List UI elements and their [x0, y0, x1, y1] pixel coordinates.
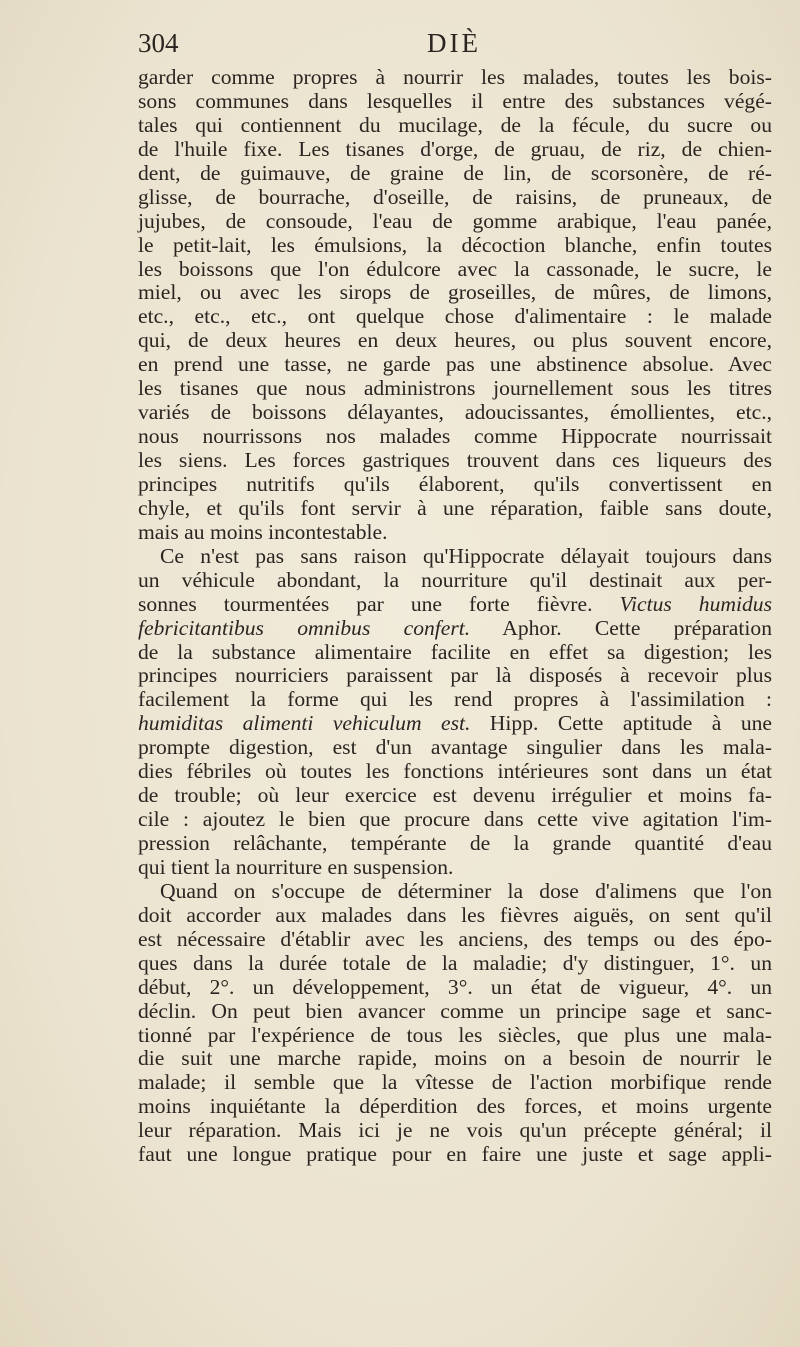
- text-run: moins inquiétante la déperdition des forces, et moins urgente: [138, 1094, 772, 1119]
- text-run: doit accorder aux malades dans les fièvres aiguës, on sent qu'il: [138, 902, 772, 927]
- text-run: pression relâchante, tempérante de la grande quantité d'eau: [138, 831, 772, 855]
- latin-quotation: febricitantibus omnibus confert.: [138, 615, 471, 640]
- text-line: [138, 425, 772, 449]
- page-header: [138, 28, 770, 64]
- text-run: les tisanes que nous administrons journellement sous les titres: [138, 376, 772, 401]
- text-run: facilement la forme qui les rend propres à l'assimilation :: [138, 687, 772, 712]
- text-run: miel, ou avec les sirops de groseilles, de mûres, de limons,: [138, 280, 772, 305]
- text-line: [138, 1095, 772, 1119]
- text-run: un véhicule abondant, la nourriture qu'il destinait aux per-: [138, 567, 772, 592]
- text-line: [138, 377, 772, 401]
- text-line: [138, 162, 772, 186]
- text-run: Ce n'est pas sans raison qu'Hippocrate délayait toujours dans: [160, 543, 772, 568]
- text-run: qui, de deux heures en deux heures, ou plus souvent encore,: [138, 328, 772, 353]
- text-run: ques dans la durée totale de la maladie; d'y distinguer, 1°. un: [138, 950, 772, 975]
- text-run: début, 2°. un développement, 3°. un état de vigueur, 4°. un: [138, 974, 772, 999]
- text-line: [138, 641, 772, 665]
- text-run: est nécessaire d'établir avec les anciens, des temps ou des épo-: [138, 926, 772, 951]
- text-run: variés de boissons délayantes, adoucissantes, émollientes, etc.,: [138, 400, 772, 425]
- text-run: jujubes, de consoude, l'eau de gomme arabique, l'eau panée,: [138, 208, 772, 233]
- text-run: Aphor. Cette préparation: [470, 615, 772, 640]
- text-line: [138, 353, 772, 377]
- text-line: [138, 904, 772, 928]
- body-text: [138, 66, 772, 1167]
- text-run: die suit une marche rapide, moins on a besoin de nourrir le: [138, 1046, 772, 1071]
- text-line: [138, 952, 772, 976]
- text-run: de la substance alimentaire facilite en effet sa digestion; les: [138, 639, 772, 664]
- text-line: [138, 521, 772, 545]
- text-run: Quand on s'occupe de déterminer la dose d'alimens que l'on: [160, 878, 772, 903]
- text-run: qui tient la nourriture en suspension.: [138, 854, 454, 879]
- text-line: [138, 569, 772, 593]
- text-line: [138, 66, 772, 90]
- text-line: [138, 856, 772, 880]
- running-head: DIÈ: [427, 28, 481, 58]
- text-line: [138, 258, 772, 282]
- text-run: glisse, de bourrache, d'oseille, de raisins, de pruneaux, de: [138, 184, 772, 209]
- text-line: [138, 1071, 772, 1095]
- text-line: [138, 305, 772, 329]
- text-line: [138, 808, 772, 832]
- text-line: [138, 1143, 772, 1167]
- text-run: dent, de guimauve, de graine de lin, de scorsonère, de ré-: [138, 160, 772, 185]
- text-run: les siens. Les forces gastriques trouvent dans ces liqueurs des: [138, 448, 772, 472]
- text-run: etc., etc., etc., ont quelque chose d'alimentaire : le malade: [138, 304, 772, 329]
- text-line: [138, 473, 772, 497]
- text-line: [138, 210, 772, 234]
- text-line: [138, 664, 772, 688]
- text-line: [138, 186, 772, 210]
- text-line: [138, 545, 772, 569]
- text-run: malade; il semble que la vîtesse de l'action morbifique rende: [138, 1070, 772, 1095]
- text-run: sonnes tourmentées par une forte fièvre.: [138, 591, 620, 616]
- latin-quotation: humiditas alimenti vehiculum est.: [138, 711, 471, 736]
- text-run: tionné par l'expérience de tous les siècles, que plus une mala-: [138, 1022, 772, 1047]
- text-line: [138, 976, 772, 1000]
- text-line: [138, 90, 772, 114]
- text-run: prompte digestion, est d'un avantage singulier dans les mala-: [138, 735, 772, 760]
- text-line: [138, 617, 772, 641]
- text-line: [138, 880, 772, 904]
- text-run: principes nutritifs qu'ils élaborent, qu'ils convertissent en: [138, 471, 772, 496]
- text-run: de trouble; où leur exercice est devenu irrégulier et moins fa-: [138, 783, 772, 808]
- text-run: leur réparation. Mais ici je ne vois qu'un précepte général; il: [138, 1118, 772, 1143]
- text-run: en prend une tasse, ne garde pas une abstinence absolue. Avec: [138, 352, 772, 377]
- text-run: tales qui contiennent du mucilage, de la fécule, du sucre ou: [138, 112, 772, 137]
- text-line: [138, 234, 772, 258]
- text-run: sons communes dans lesquelles il entre des substances végé-: [138, 88, 772, 113]
- page-number: 304: [138, 28, 179, 58]
- text-run: cile : ajoutez le bien que procure dans cette vive agitation l'im-: [138, 807, 772, 832]
- text-line: [138, 497, 772, 521]
- text-line: [138, 784, 772, 808]
- text-run: principes nourriciers paraissent par là disposés à recevoir plus: [138, 663, 772, 688]
- text-line: [138, 138, 772, 162]
- text-line: [138, 688, 772, 712]
- text-line: [138, 593, 772, 617]
- text-run: chyle, et qu'ils font servir à une réparation, faible sans doute,: [138, 495, 772, 520]
- text-line: [138, 832, 772, 856]
- text-line: [138, 1024, 772, 1048]
- text-line: [138, 401, 772, 425]
- text-run: mais au moins incontestable.: [138, 519, 388, 544]
- text-run: déclin. On peut bien avancer comme un principe sage et sanc-: [138, 998, 772, 1023]
- text-line: [138, 449, 772, 473]
- text-line: [138, 281, 772, 305]
- text-run: le petit-lait, les émulsions, la décoction blanche, enfin toutes: [138, 232, 772, 257]
- text-line: [138, 1047, 772, 1071]
- latin-quotation: Victus humidus: [619, 591, 772, 616]
- text-run: les boissons que l'on édulcore avec la cassonade, le sucre, le: [138, 256, 772, 281]
- text-run: de l'huile fixe. Les tisanes d'orge, de gruau, de riz, de chien-: [138, 136, 772, 161]
- text-line: [138, 1000, 772, 1024]
- text-line: [138, 736, 772, 760]
- text-line: [138, 114, 772, 138]
- text-line: [138, 928, 772, 952]
- text-run: nous nourrissons nos malades comme Hippocrate nourrissait: [138, 424, 772, 449]
- text-line: [138, 1119, 772, 1143]
- text-run: Hipp. Cette aptitude à une: [470, 711, 772, 736]
- text-run: faut une longue pratique pour en faire une juste et sage appli-: [138, 1142, 772, 1167]
- text-line: [138, 329, 772, 353]
- text-line: [138, 712, 772, 736]
- text-run: garder comme propres à nourrir les malades, toutes les bois-: [138, 65, 772, 89]
- text-line: [138, 760, 772, 784]
- text-run: dies fébriles où toutes les fonctions intérieures sont dans un état: [138, 759, 772, 784]
